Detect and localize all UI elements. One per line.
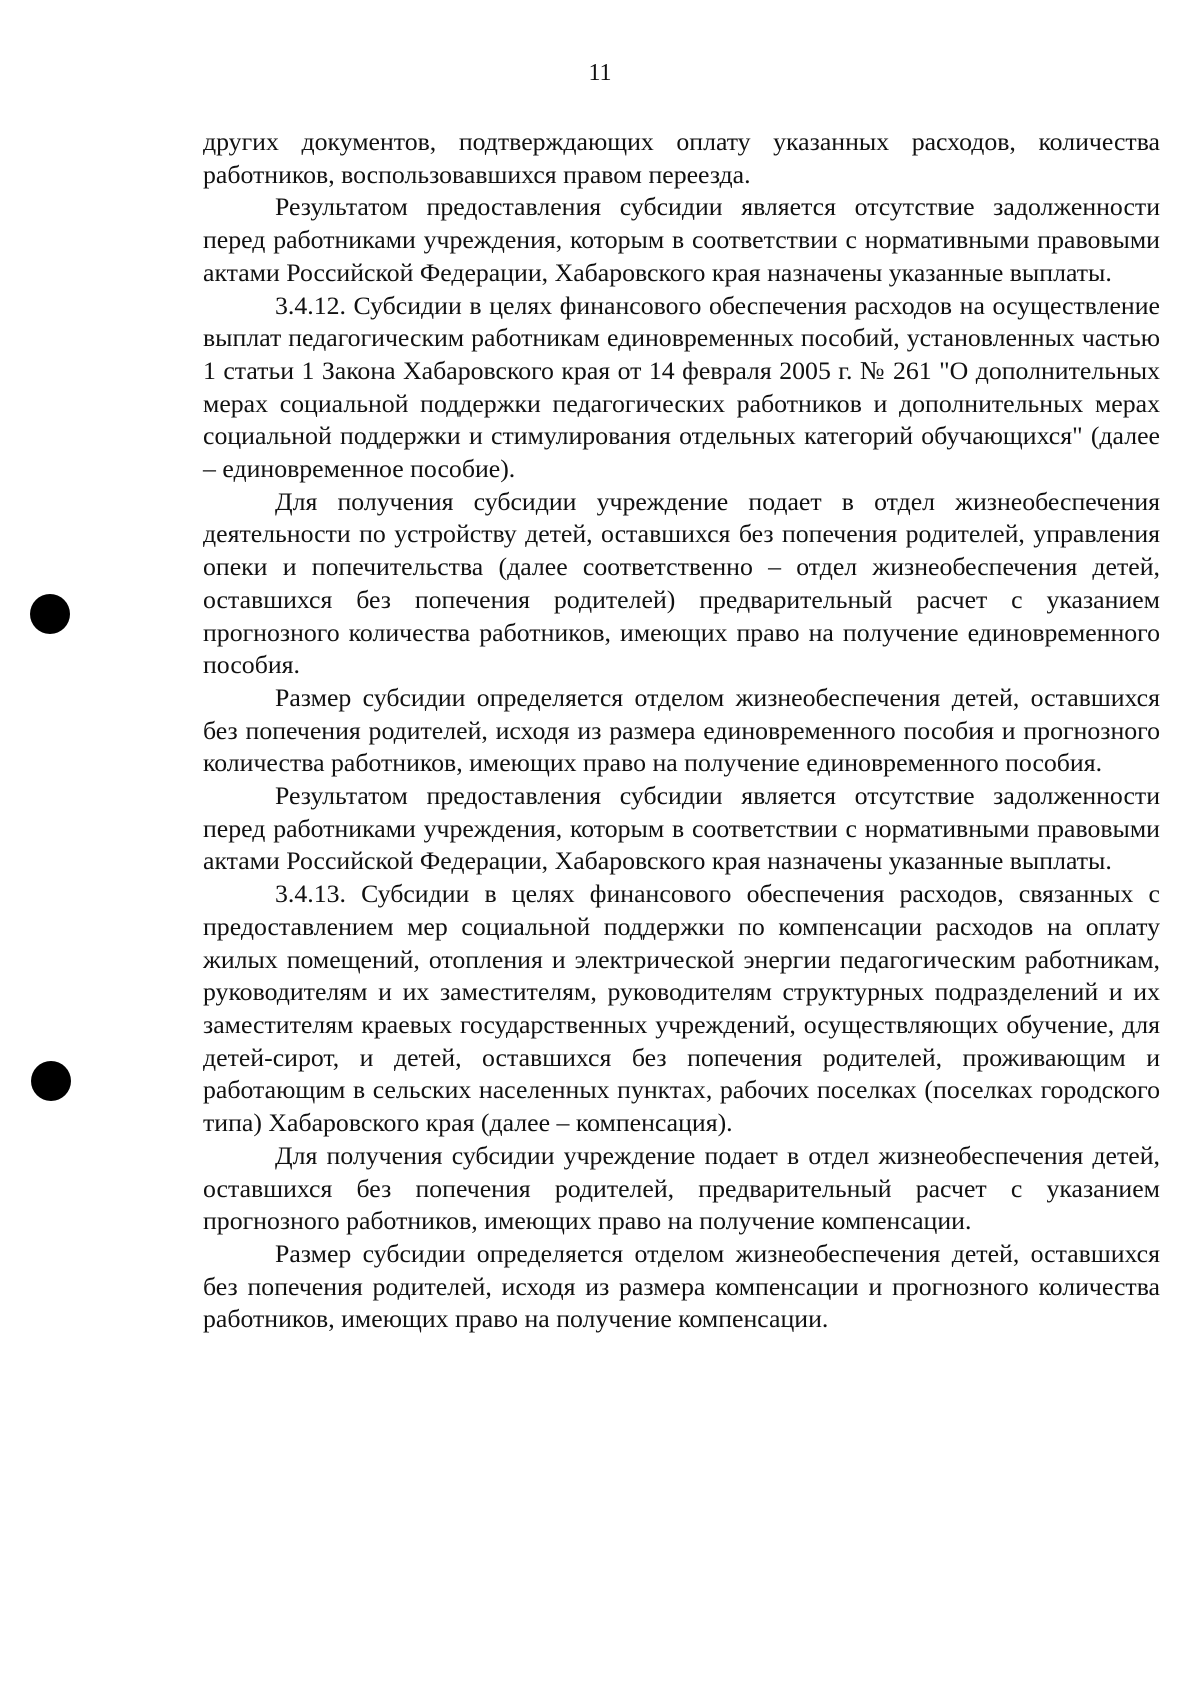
paragraph: Результатом предоставления субсидии является отсутствие задолженности перед работниками учреждения, которым в соответствии с нормативными правовыми актами Российской Федерации, Хабаровского края назначены указанные выплаты. <box>203 781 1160 876</box>
paragraph: Размер субсидии определяется отделом жизнеобеспечения детей, оставшихся без попечения родителей, исходя из размера единовременного пособия и прогнозного количества работников, имеющих право на получение единовременного пособия. <box>203 682 1160 778</box>
punch-hole-mark <box>30 594 70 634</box>
paragraph: 3.4.13. Субсидии в целях финансового обеспечения расходов, связанных с предоставлением мер социальной поддержки по компенсации расходов на оплату жилых помещений, отопления и электрической энергии педагогическим работникам, руководителям и их заместителям, руководителям структурных подразделений и их заместителям краевых государственных учреждений, осуществляющих обучение, для детей-сирот, и детей, оставшихся без попечения родителей, проживающим и работающим в сельских населенных пунктах, рабочих поселках (поселках городского типа) Хабаровского края (далее – компенсация). <box>203 879 1160 1138</box>
punch-hole-mark <box>31 1061 71 1101</box>
paragraph: других документов, подтверждающих оплату указанных расходов, количества работников, воспользовавшихся правом переезда. <box>203 127 1160 189</box>
paragraph: Размер субсидии определяется отделом жизнеобеспечения детей, оставшихся без попечения родителей, исходя из размера компенсации и прогнозного количества работников, имеющих право на получение компенсации. <box>203 1238 1160 1334</box>
document-body <box>203 126 1160 1336</box>
page-number: 11 <box>588 60 612 86</box>
paragraph: Для получения субсидии учреждение подает в отдел жизнеобеспечения деятельности по устройству детей, оставшихся без попечения родителей, управления опеки и попечительства (далее соответственно – отдел жизнеобеспечения детей, оставшихся без попечения родителей) предварительный расчет с указанием прогнозного количества работников, имеющих право на получение единовременного пособия. <box>203 486 1160 680</box>
paragraph: Результатом предоставления субсидии является отсутствие задолженности перед работниками учреждения, которым в соответствии с нормативными правовыми актами Российской Федерации, Хабаровского края назначены указанные выплаты. <box>203 192 1160 287</box>
paragraph: Для получения субсидии учреждение подает в отдел жизнеобеспечения детей, оставшихся без попечения родителей, предварительный расчет с указанием прогнозного работников, имеющих право на получение компенсации. <box>203 1140 1160 1236</box>
paragraph: 3.4.12. Субсидии в целях финансового обеспечения расходов на осуществление выплат педагогическим работникам единовременных пособий, установленных частью 1 статьи 1 Закона Хабаровского края от 14 февраля 2005 г. № 261 "О дополнительных мерах социальной поддержки педагогических работников и дополнительных мерах социальной поддержки и стимулирования отдельных категорий обучающихся" (далее – единовременное пособие). <box>203 290 1160 484</box>
